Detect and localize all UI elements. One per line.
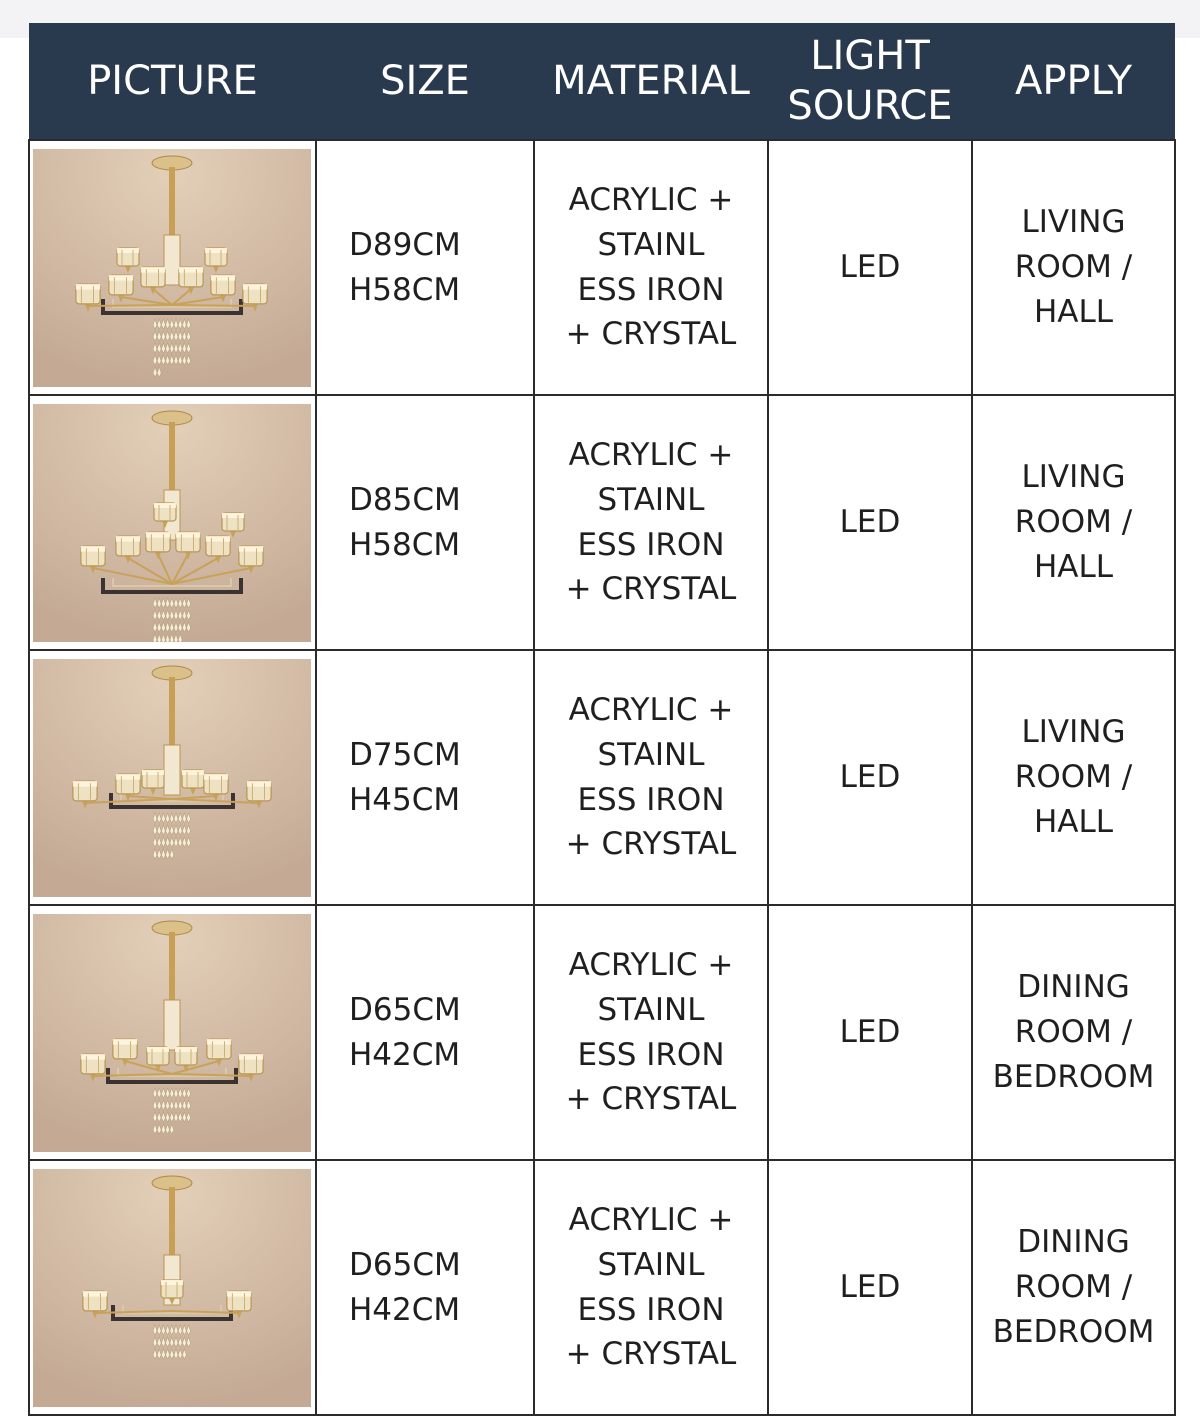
apply-cell: LIVING ROOM / HALL (972, 650, 1175, 905)
material-cell: ACRYLIC + STAINL ESS IRON + CRYSTAL (534, 650, 768, 905)
product-spec-table (28, 23, 1176, 1416)
size-cell: D65CM H42CM (316, 905, 534, 1160)
picture-cell (29, 395, 316, 650)
apply-cell: DINING ROOM / BEDROOM (972, 905, 1175, 1160)
picture-cell (29, 650, 316, 905)
picture-cell (29, 140, 316, 395)
table-row (29, 650, 1175, 905)
chandelier-photo (33, 914, 311, 1152)
header-light-source: LIGHT SOURCE (768, 23, 972, 140)
chandelier-photo (33, 149, 311, 387)
light-source-cell: LED (768, 650, 972, 905)
table-row (29, 905, 1175, 1160)
material-cell: ACRYLIC + STAINL ESS IRON + CRYSTAL (534, 140, 768, 395)
apply-cell: DINING ROOM / BEDROOM (972, 1160, 1175, 1415)
material-cell: ACRYLIC + STAINL ESS IRON + CRYSTAL (534, 905, 768, 1160)
header-picture: PICTURE (29, 23, 316, 140)
table-row (29, 1160, 1175, 1415)
chandelier-photo (33, 404, 311, 642)
light-source-cell: LED (768, 395, 972, 650)
light-source-cell: LED (768, 140, 972, 395)
header-material: MATERIAL (534, 23, 768, 140)
header-apply: APPLY (972, 23, 1175, 140)
material-cell: ACRYLIC + STAINL ESS IRON + CRYSTAL (534, 395, 768, 650)
light-source-cell: LED (768, 1160, 972, 1415)
apply-cell: LIVING ROOM / HALL (972, 140, 1175, 395)
picture-cell (29, 905, 316, 1160)
chandelier-photo (33, 659, 311, 897)
chandelier-photo (33, 1169, 311, 1407)
size-cell: D75CM H45CM (316, 650, 534, 905)
size-cell: D89CM H58CM (316, 140, 534, 395)
light-source-cell: LED (768, 905, 972, 1160)
table-row (29, 140, 1175, 395)
picture-cell (29, 1160, 316, 1415)
header-size: SIZE (316, 23, 534, 140)
table-row (29, 395, 1175, 650)
material-cell: ACRYLIC + STAINL ESS IRON + CRYSTAL (534, 1160, 768, 1415)
apply-cell: LIVING ROOM / HALL (972, 395, 1175, 650)
size-cell: D85CM H58CM (316, 395, 534, 650)
header-row (29, 23, 1175, 140)
size-cell: D65CM H42CM (316, 1160, 534, 1415)
